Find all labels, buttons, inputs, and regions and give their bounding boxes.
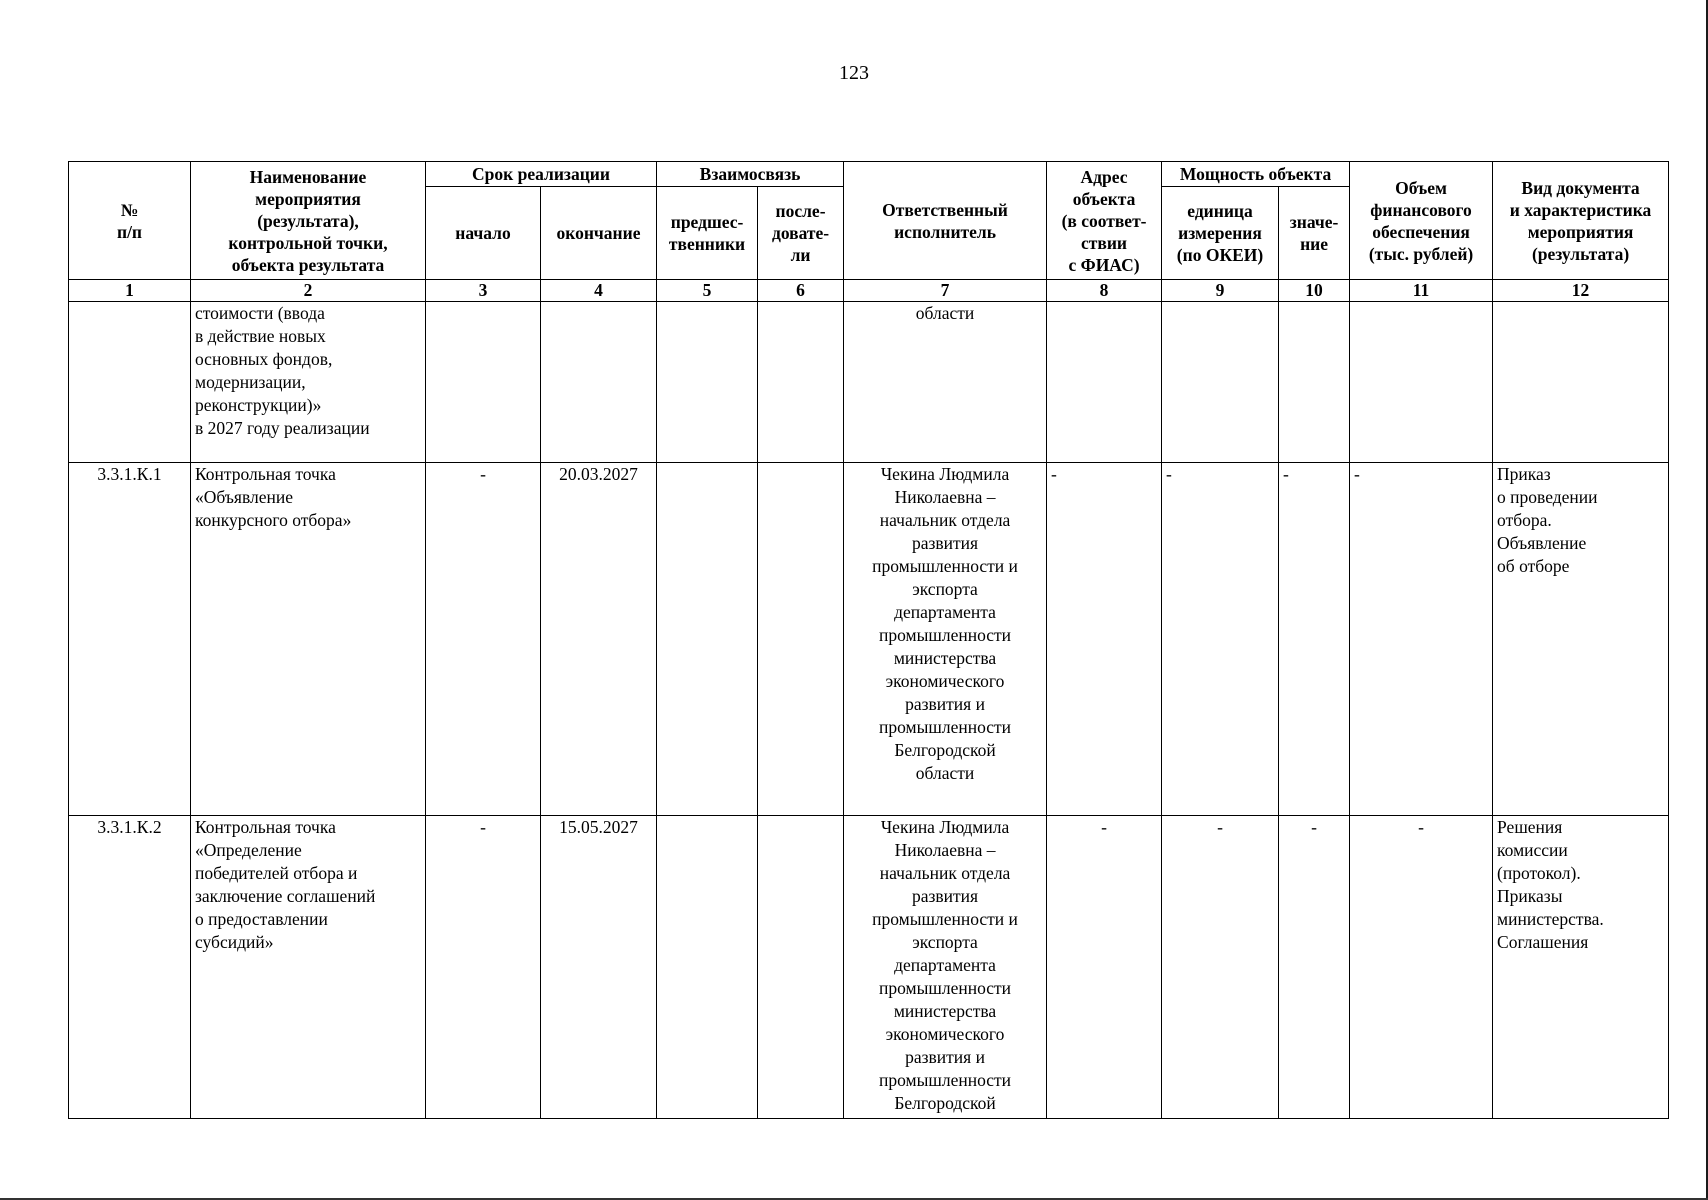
cell-doc: Решения комиссии (протокол). Приказы министерства. Соглашения — [1493, 816, 1669, 1119]
column-number: 4 — [541, 280, 657, 302]
header-capacity: Мощность объекта — [1162, 162, 1350, 187]
column-number: 3 — [426, 280, 541, 302]
header-link: Взаимосвязь — [657, 162, 844, 187]
cell-doc: Приказ о проведении отбора. Объявление об отборе — [1493, 463, 1669, 816]
cell-address: - — [1047, 816, 1162, 1119]
header-doc-type: Вид документа и характеристика мероприятия (результата) — [1493, 162, 1669, 280]
cell-finance: - — [1350, 816, 1493, 1119]
cell-value: - — [1279, 816, 1350, 1119]
cell-unit: - — [1162, 816, 1279, 1119]
header-responsible: Ответственный исполнитель — [844, 162, 1047, 280]
page-number: 123 — [839, 62, 869, 84]
cell-num: 3.3.1.К.1 — [69, 463, 191, 816]
column-number: 7 — [844, 280, 1047, 302]
cell-value: - — [1279, 463, 1350, 816]
cell-num: 3.3.1.К.2 — [69, 816, 191, 1119]
cell-finance: - — [1350, 463, 1493, 816]
header-link-succ: после- довате- ли — [758, 187, 844, 280]
header-link-pred: предшес- твенники — [657, 187, 758, 280]
cell-address — [1047, 302, 1162, 463]
cell-unit: - — [1162, 463, 1279, 816]
header-address: Адрес объекта (в соответ- ствии с ФИАС) — [1047, 162, 1162, 280]
cell-succ — [758, 302, 844, 463]
column-number: 2 — [191, 280, 426, 302]
cell-doc — [1493, 302, 1669, 463]
header-finance: Объем финансового обеспечения (тыс. рублей) — [1350, 162, 1493, 280]
cell-responsible: Чекина Людмила Николаевна – начальник отдела развития промышленности и экспорта департамента промышленности министерства экономического развития и промышленности Белгородской области — [844, 463, 1047, 816]
table-row — [69, 302, 1669, 463]
cell-responsible: Чекина Людмила Николаевна – начальник отдела развития промышленности и экспорта департамента промышленности министерства экономического развития и промышленности Белгородской — [844, 816, 1047, 1119]
cell-address: - — [1047, 463, 1162, 816]
cell-finance — [1350, 302, 1493, 463]
plan-table — [68, 161, 1669, 1119]
header-period: Срок реализации — [426, 162, 657, 187]
header-capacity-value: значе- ние — [1279, 187, 1350, 280]
cell-pred — [657, 302, 758, 463]
column-number: 11 — [1350, 280, 1493, 302]
column-number: 6 — [758, 280, 844, 302]
column-number: 5 — [657, 280, 758, 302]
header-period-end: окончание — [541, 187, 657, 280]
cell-name: Контрольная точка «Объявление конкурсного отбора» — [191, 463, 426, 816]
cell-succ — [758, 463, 844, 816]
cell-responsible: области — [844, 302, 1047, 463]
header-name: Наименование мероприятия (результата), контрольной точки, объекта результата — [191, 162, 426, 280]
cell-end — [541, 302, 657, 463]
cell-unit — [1162, 302, 1279, 463]
column-number: 12 — [1493, 280, 1669, 302]
column-number: 8 — [1047, 280, 1162, 302]
cell-start — [426, 302, 541, 463]
cell-name: стоимости (ввода в действие новых основных фондов, модернизации, реконструкции)» в 2027 году реализации — [191, 302, 426, 463]
header-num: № п/п — [69, 162, 191, 280]
header-capacity-unit: единица измерения (по ОКЕИ) — [1162, 187, 1279, 280]
column-number: 1 — [69, 280, 191, 302]
cell-pred — [657, 463, 758, 816]
cell-start: - — [426, 816, 541, 1119]
cell-end: 15.05.2027 — [541, 816, 657, 1119]
cell-pred — [657, 816, 758, 1119]
cell-start: - — [426, 463, 541, 816]
header-period-start: начало — [426, 187, 541, 280]
cell-name: Контрольная точка «Определение победителей отбора и заключение соглашений о предоставлении субсидий» — [191, 816, 426, 1119]
column-number: 9 — [1162, 280, 1279, 302]
column-number: 10 — [1279, 280, 1350, 302]
table-row — [69, 816, 1669, 1119]
cell-value — [1279, 302, 1350, 463]
cell-succ — [758, 816, 844, 1119]
cell-num — [69, 302, 191, 463]
table-row — [69, 463, 1669, 816]
cell-end: 20.03.2027 — [541, 463, 657, 816]
